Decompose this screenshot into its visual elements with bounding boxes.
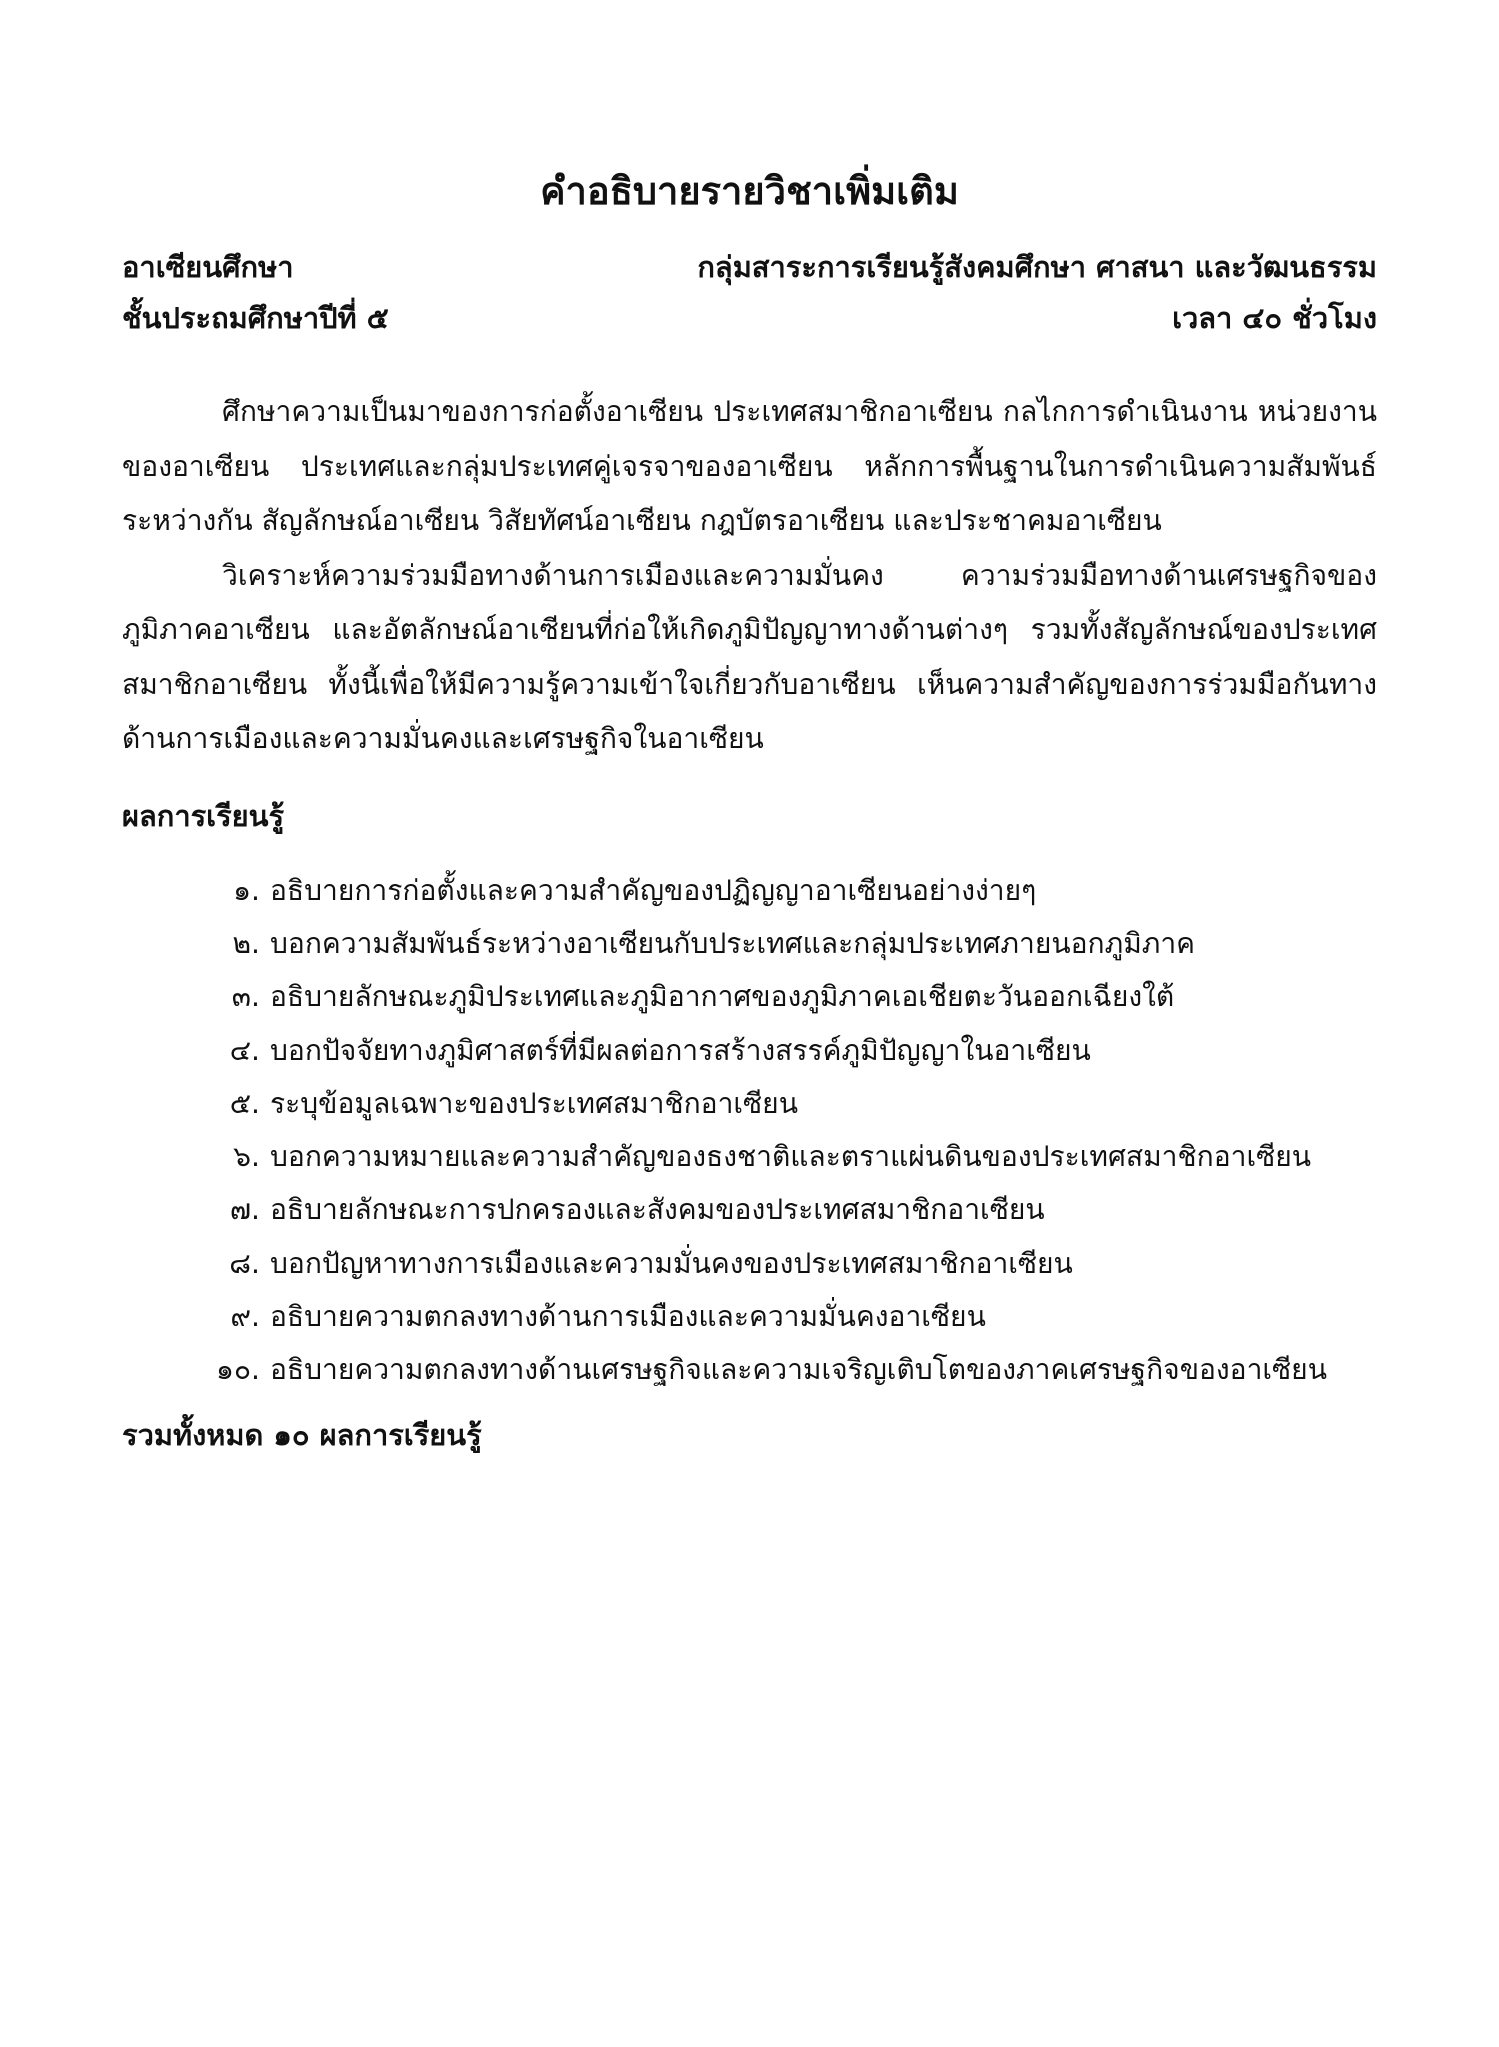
item-text: อธิบายการก่อตั้งและความสำคัญของปฏิญญาอาเซียนอย่างง่ายๆ	[270, 873, 1037, 907]
grade-level: ชั้นประถมศึกษาปีที่ ๕	[122, 301, 389, 335]
list-item	[180, 1184, 1327, 1237]
list-item	[180, 1290, 1327, 1343]
item-number: ๔.	[229, 1033, 260, 1067]
course-description	[122, 385, 1377, 767]
list-item	[180, 864, 1327, 917]
item-number: ๗.	[229, 1193, 260, 1227]
list-item	[180, 1024, 1327, 1077]
course-header-row-2	[122, 295, 1377, 341]
list-item	[180, 1237, 1327, 1290]
item-number: ๓.	[231, 980, 260, 1014]
outcomes-list	[180, 864, 1327, 1397]
item-text: อธิบายลักษณะการปกครองและสังคมของประเทศสมาชิกอาเซียน	[270, 1193, 1045, 1227]
list-item	[180, 917, 1327, 970]
item-text: บอกความหมายและความสำคัญของธงชาติและตราแผ่นดินของประเทศสมาชิกอาเซียน	[270, 1140, 1311, 1174]
description-paragraph-2: วิเคราะห์ความร่วมมือทางด้านการเมืองและความมั่นคง ความร่วมมือทางด้านเศรษฐกิจของภูมิภาคอาเซียน และอัตลักษณ์อาเซียนที่ก่อให้เกิดภูมิปัญญาทางด้านต่างๆ รวมทั้งสัญลักษณ์ของประเทศสมาชิกอาเซียน ทั้งนี้เพื่อให้มีความรู้ความเข้าใจเกี่ยวกับอาเซียน เห็นความสำคัญของการร่วมมือกันทางด้านการเมืองและความมั่นคงและเศรษฐกิจในอาเซียน	[122, 558, 1377, 755]
item-number: ๑๐.	[215, 1353, 260, 1387]
subject-group: กลุ่มสาระการเรียนรู้สังคมศึกษา ศาสนา และวัฒนธรรม	[697, 250, 1377, 284]
item-number: ๕.	[229, 1086, 260, 1120]
item-text: บอกปัจจัยทางภูมิศาสตร์ที่มีผลต่อการสร้างสรรค์ภูมิปัญญาในอาเซียน	[270, 1033, 1091, 1067]
item-text: อธิบายความตกลงทางด้านเศรษฐกิจและความเจริญเติบโตของภาคเศรษฐกิจของอาเซียน	[270, 1353, 1327, 1387]
course-hours: เวลา ๔๐ ชั่วโมง	[1172, 301, 1377, 335]
item-number: ๒.	[232, 926, 260, 960]
item-text: อธิบายความตกลงทางด้านการเมืองและความมั่นคงอาเซียน	[270, 1300, 986, 1334]
item-text: บอกปัญหาทางการเมืองและความมั่นคงของประเทศสมาชิกอาเซียน	[270, 1246, 1073, 1280]
course-name: อาเซียนศึกษา	[122, 250, 294, 284]
item-text: ระบุข้อมูลเฉพาะของประเทศสมาชิกอาเซียน	[270, 1086, 798, 1120]
description-paragraph-1: ศึกษาความเป็นมาของการก่อตั้งอาเซียน ประเทศสมาชิกอาเซียน กลไกการดำเนินงาน หน่วยงานของอาเซียน ประเทศและกลุ่มประเทศคู่เจรจาของอาเซียน หลักการพื้นฐานในการดำเนินความสัมพันธ์ระหว่างกัน สัญลักษณ์อาเซียน วิสัยทัศน์อาเซียน กฎบัตรอาเซียน และประชาคมอาเซียน	[122, 395, 1377, 537]
course-header-row-1	[122, 244, 1377, 290]
document-title: คำอธิบายรายวิชาเพิ่มเติม	[540, 169, 959, 213]
item-text: บอกความสัมพันธ์ระหว่างอาเซียนกับประเทศและกลุ่มประเทศภายนอกภูมิภาค	[270, 926, 1196, 960]
item-number: ๑.	[233, 873, 260, 907]
list-item	[180, 1130, 1327, 1183]
list-item	[180, 1077, 1327, 1130]
item-text: อธิบายลักษณะภูมิประเทศและภูมิอากาศของภูมิภาคเอเชียตะวันออกเฉียงใต้	[270, 980, 1175, 1014]
list-item	[180, 971, 1327, 1024]
outcomes-total: รวมทั้งหมด ๑๐ ผลการเรียนรู้	[122, 1418, 482, 1452]
list-item	[180, 1344, 1327, 1397]
outcomes-heading: ผลการเรียนรู้	[122, 799, 285, 833]
item-number: ๙.	[230, 1300, 260, 1334]
item-number: ๖.	[233, 1140, 260, 1174]
item-number: ๘.	[229, 1246, 260, 1280]
